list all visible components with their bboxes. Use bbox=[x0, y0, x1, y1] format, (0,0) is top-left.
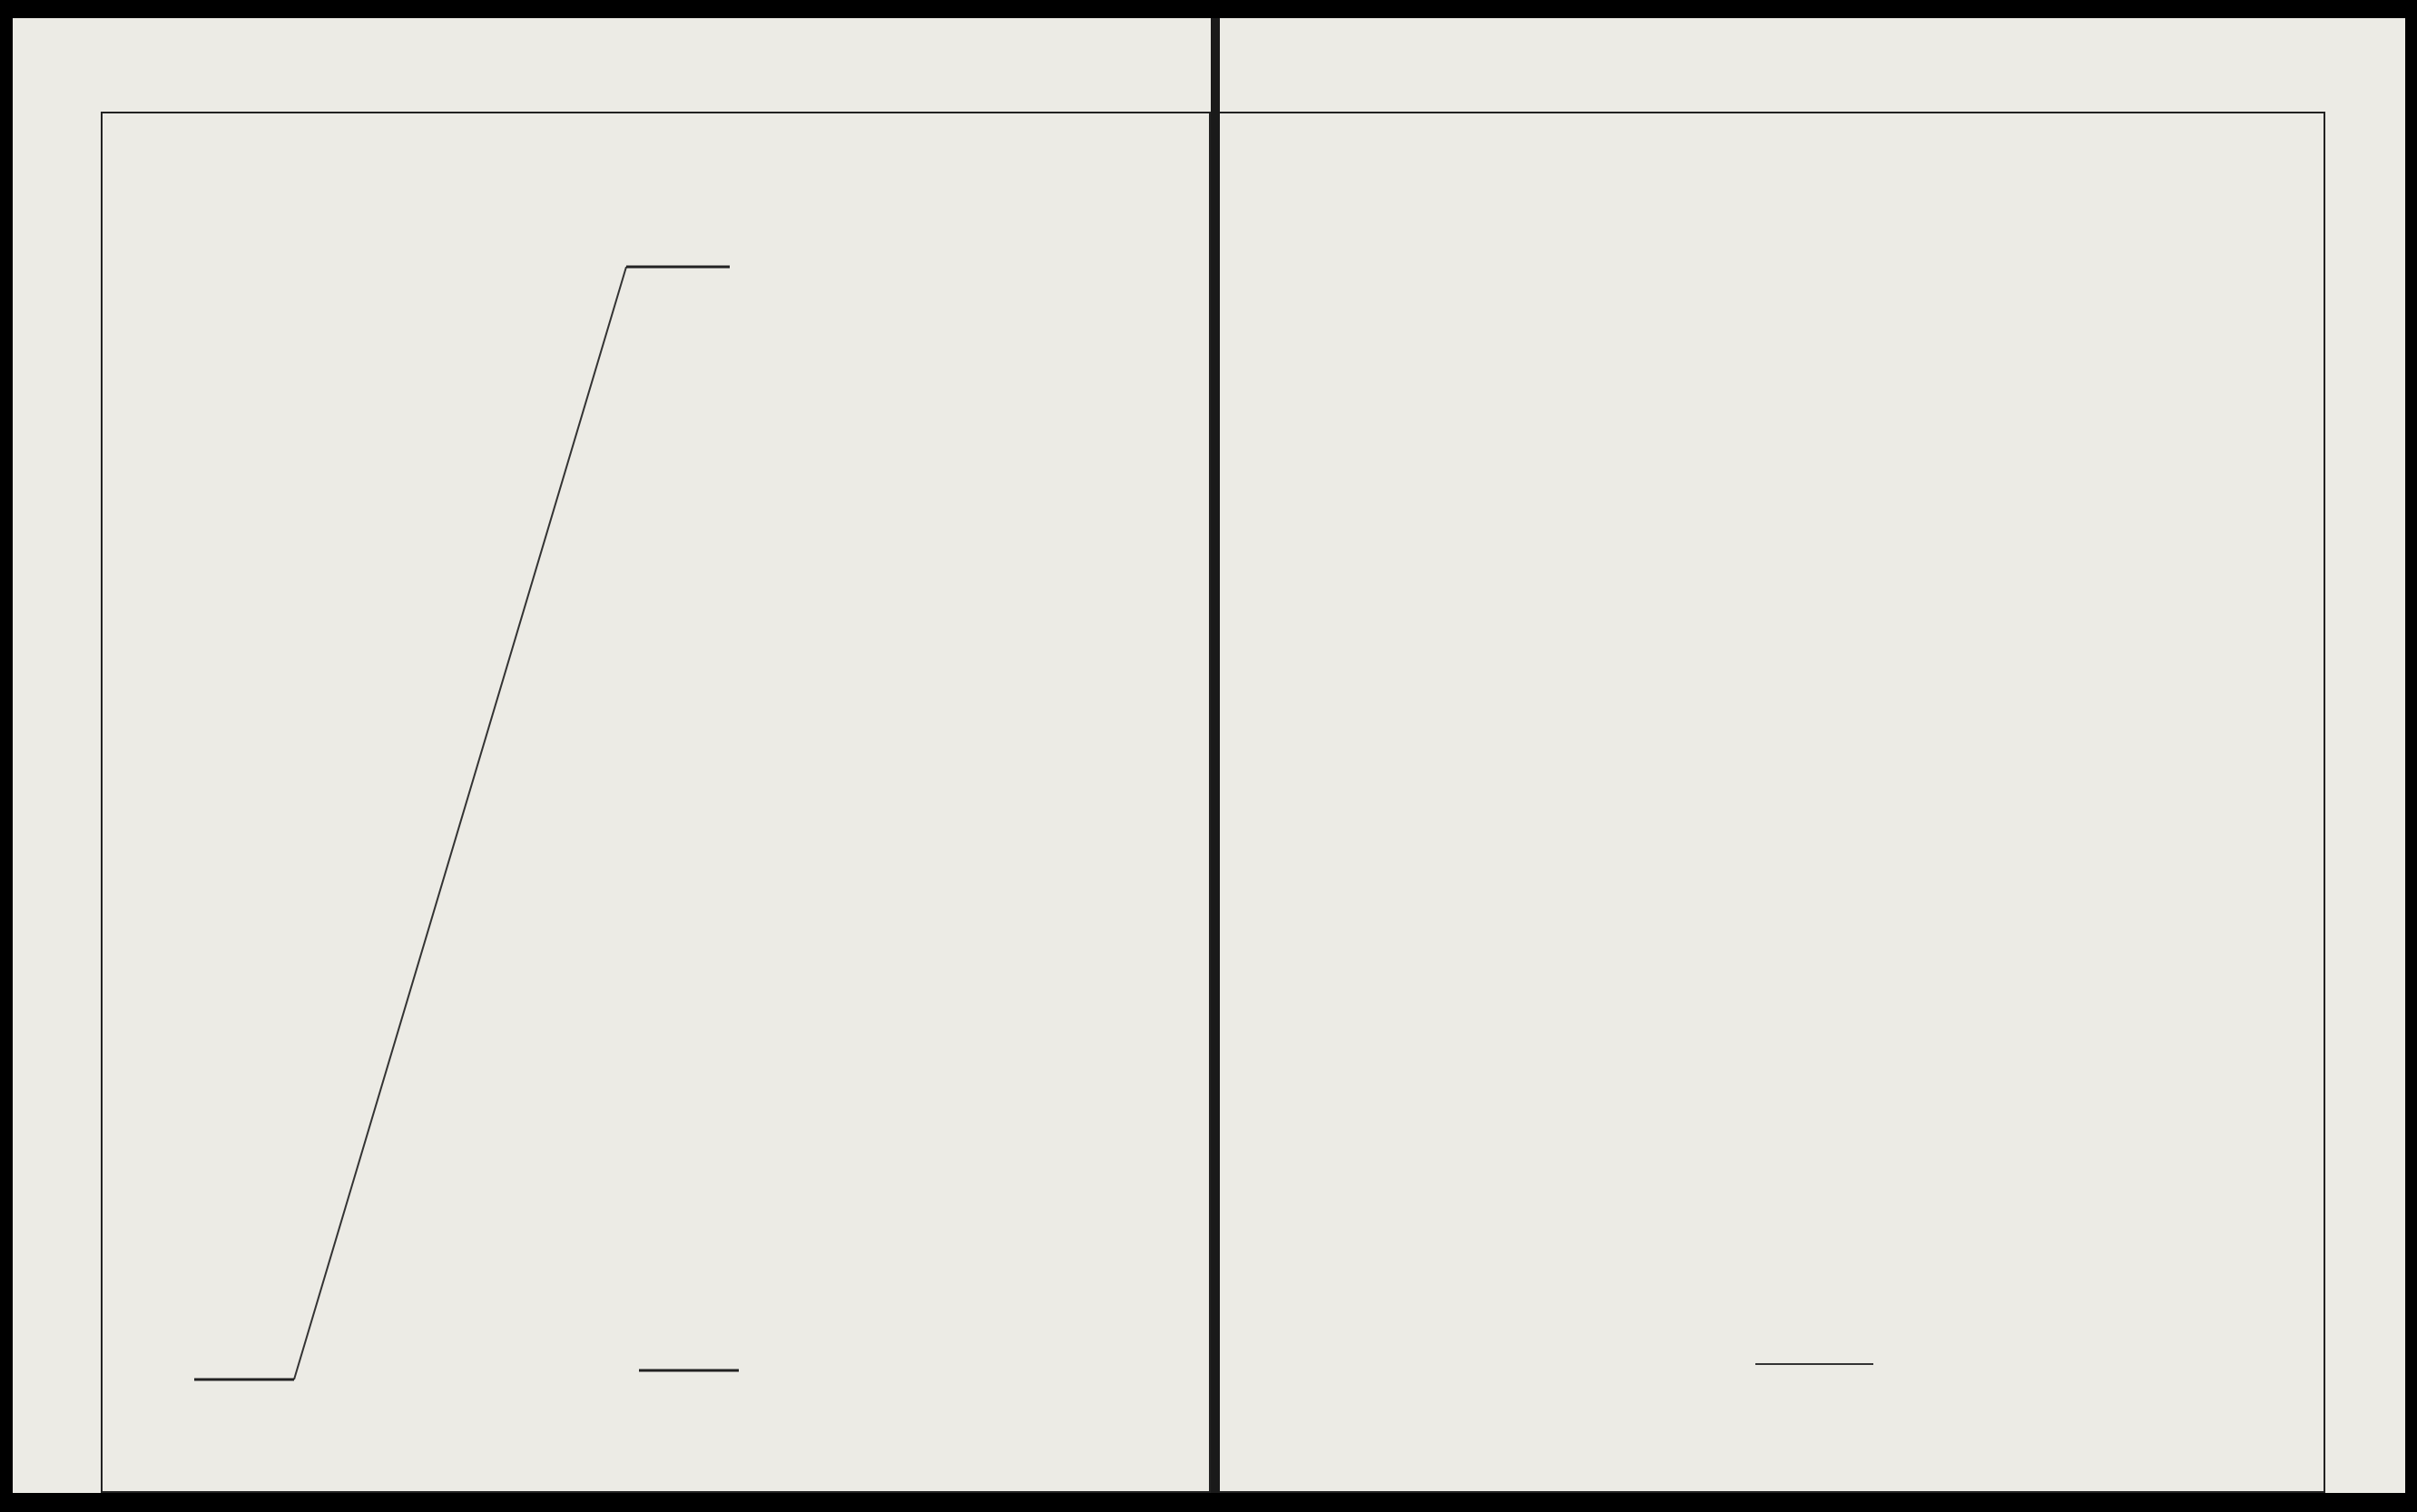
closing-rule bbox=[1755, 1363, 1873, 1365]
cancel-stroke-left bbox=[13, 18, 1211, 1493]
right-page bbox=[1220, 18, 2405, 1493]
ledger-frame-right bbox=[1220, 112, 2325, 1493]
left-page bbox=[13, 18, 1211, 1493]
book-gutter bbox=[1211, 18, 1220, 1493]
